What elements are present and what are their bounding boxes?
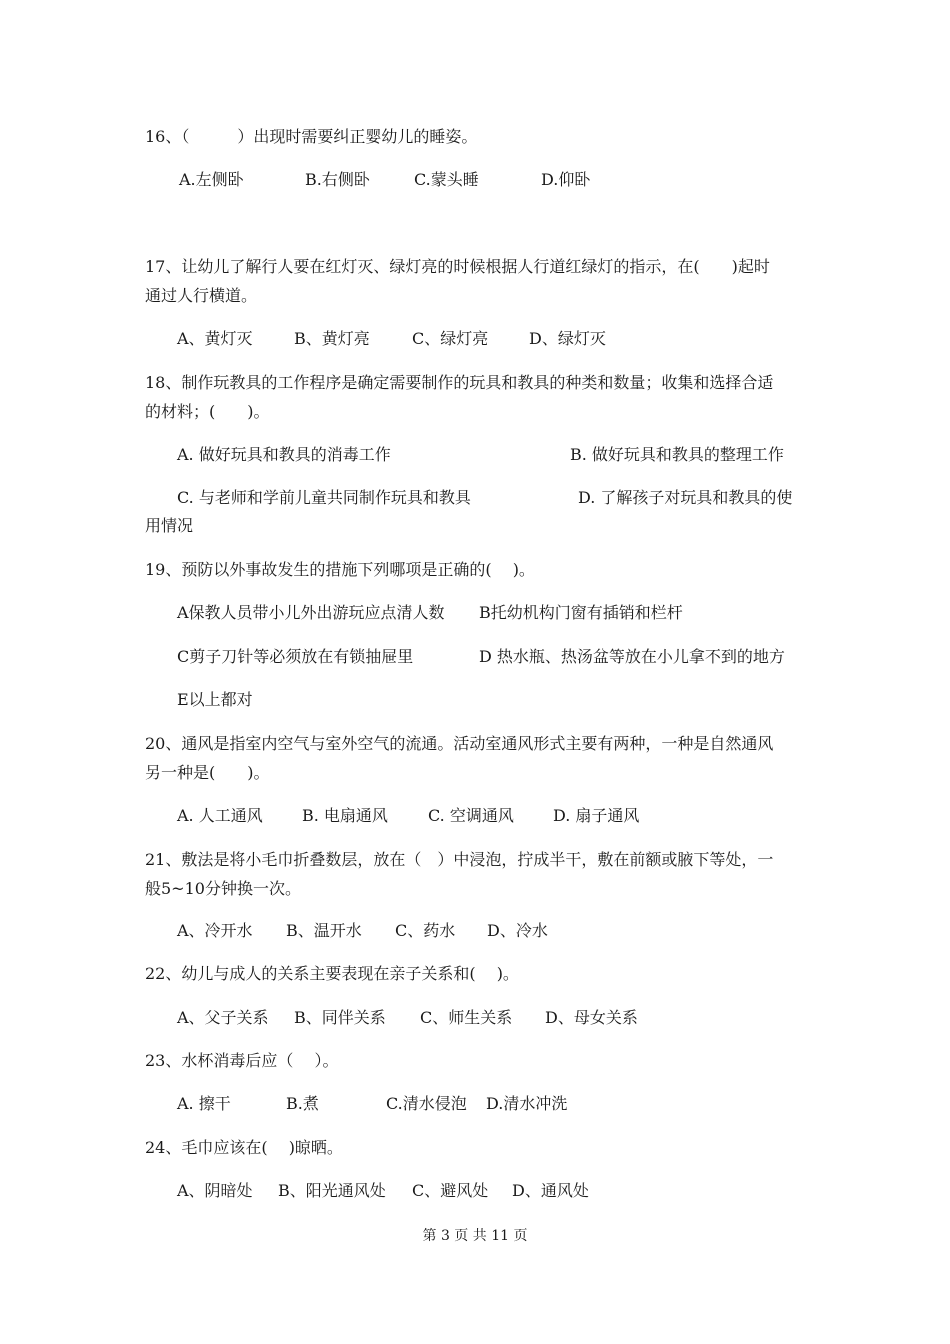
q17-option-c: C、绿灯亮 [412,329,489,348]
question-18-stem-line1: 18、制作玩教具的工作程序是确定需要制作的玩具和教具的种类和数量；收集和选择合适 [145,373,774,392]
q16-option-d: D.仰卧 [541,170,591,189]
q22-option-b: B、同伴关系 [294,1008,386,1027]
question-16-stem: 16、（ ）出现时需要纠正婴幼儿的睡姿。 [145,127,478,146]
question-22-stem: 22、幼儿与成人的关系主要表现在亲子关系和( )。 [145,964,519,983]
q24-option-d: D、通风处 [512,1181,589,1200]
q23-option-d: D.清水冲洗 [486,1094,568,1113]
question-17-stem-line1: 17、让幼儿了解行人要在红灯灭、绿灯亮的时候根据人行道红绿灯的指示，在( )起时 [145,257,770,276]
q21-option-d: D、冷水 [487,921,548,940]
q16-option-a: A.左侧卧 [179,170,244,189]
q20-option-a: A. 人工通风 [177,806,263,825]
q23-option-c: C.清水侵泡 [386,1094,467,1113]
q23-option-a: A. 擦干 [177,1094,231,1113]
question-21-stem-line1: 21、敷法是将小毛巾折叠数层，放在（ ）中浸泡，拧成半干，敷在前额或腋下等处，一 [145,850,774,869]
question-18-stem-line2: 的材料；( )。 [145,402,270,421]
question-20-stem-line2: 另一种是( )。 [145,763,270,782]
question-24-stem: 24、毛巾应该在( )晾晒。 [145,1138,343,1157]
q17-option-b: B、黄灯亮 [294,329,370,348]
q18-option-d: D. 了解孩子对玩具和教具的使 [578,488,793,507]
question-23-stem: 23、水杯消毒后应（ ）。 [145,1051,339,1070]
q16-option-c: C.蒙头睡 [414,170,479,189]
q24-option-c: C、避风处 [412,1181,489,1200]
question-20-stem-line1: 20、通风是指室内空气与室外空气的流通。活动室通风形式主要有两种，一种是自然通风 [145,734,774,753]
q24-option-b: B、阳光通风处 [278,1181,386,1200]
q17-option-d: D、绿灯灭 [529,329,606,348]
q20-option-d: D. 扇子通风 [553,806,640,825]
question-17-stem-line2: 通过人行横道。 [145,286,258,305]
q21-option-c: C、药水 [395,921,456,940]
page-number-footer: 第 3 页 共 11 页 [422,1228,528,1244]
q23-option-b: B.煮 [286,1094,319,1113]
q19-option-e: E以上都对 [177,690,253,709]
question-21-stem-line2: 般5~10分钟换一次。 [145,879,301,898]
q19-option-c: C剪子刀针等必须放在有锁抽屉里 [177,647,414,666]
q18-option-a: A. 做好玩具和教具的消毒工作 [177,445,391,464]
q20-option-b: B. 电扇通风 [302,806,388,825]
q22-option-d: D、母女关系 [545,1008,638,1027]
q18-option-b: B. 做好玩具和教具的整理工作 [570,445,784,464]
q17-option-a: A、黄灯灭 [177,329,253,348]
q21-option-a: A、冷开水 [177,921,253,940]
q19-option-d: D 热水瓶、热汤盆等放在小儿拿不到的地方 [479,647,785,666]
q16-option-b: B.右侧卧 [305,170,370,189]
q20-option-c: C. 空调通风 [428,806,514,825]
q18-option-d-continuation: 用情况 [145,516,194,535]
q21-option-b: B、温开水 [286,921,362,940]
q22-option-c: C、师生关系 [420,1008,513,1027]
q22-option-a: A、父子关系 [177,1008,269,1027]
q19-option-a: A保教人员带小儿外出游玩应点清人数 [177,603,445,622]
q18-option-c: C. 与老师和学前儿童共同制作玩具和教具 [177,488,471,507]
q19-option-b: B托幼机构门窗有插销和栏杆 [479,603,683,622]
q24-option-a: A、阴暗处 [177,1181,253,1200]
question-19-stem: 19、预防以外事故发生的措施下列哪项是正确的( )。 [145,560,535,579]
